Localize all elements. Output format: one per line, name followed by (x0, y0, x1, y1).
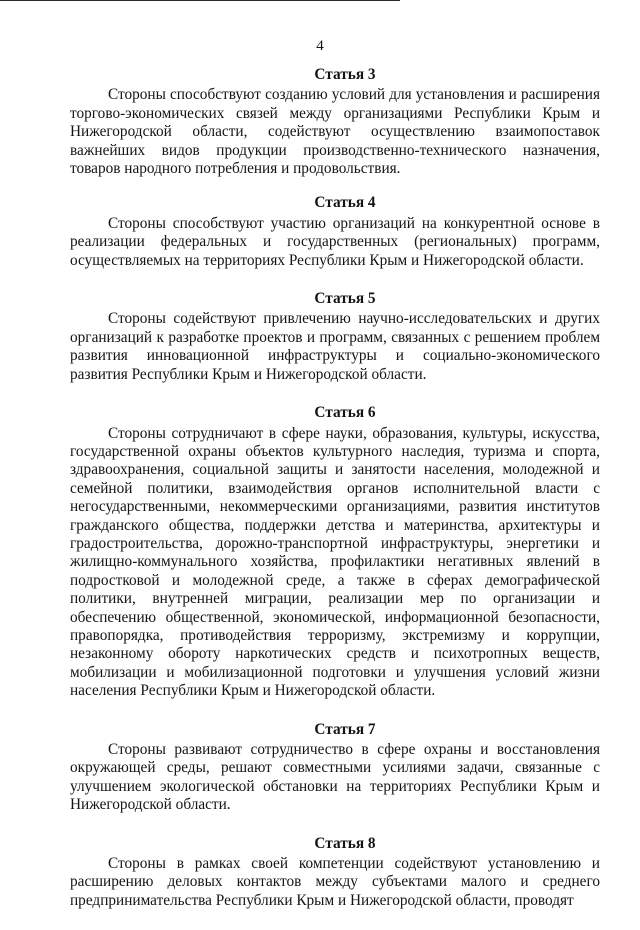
article-text: Стороны развивают сотрудничество в сфере охраны и восстановления окружающей среды, решают совместными усилиями задачи, связанные с улучшением экологической обстановки на территориях Республики Крым и Нижегородской области. (70, 741, 600, 814)
article-text: Стороны способствуют участию организаций на конкурентной основе в реализации федеральных и государственных (региональных) программ, осуществляемых на территориях Республики Крым и Нижегородской области. (70, 214, 600, 269)
article-title: Статья 6 (314, 404, 376, 422)
article-text: Стороны способствуют созданию условий для установления и расширения торгово-экономических связей между организациями Республики Крым и Нижегородской области, содействуют осуществлению взаимопоставок важнейших видов продукции производственно-технического назначения, товаров народного потребления и продовольствия. (70, 86, 600, 178)
scan-edge-line (0, 0, 400, 1)
article-title: Статья 4 (314, 194, 376, 212)
article-4 (70, 194, 600, 270)
article-text: Стороны содействуют привлечению научно-исследовательских и других организаций к разработке проектов и программ, связанных с решением проблем развития инновационной инфраструктуры и социально-экономического развития Республики Крым и Нижегородской области. (70, 310, 600, 383)
article-title: Статья 8 (314, 834, 376, 852)
article-5 (70, 290, 600, 384)
article-text: Стороны в рамках своей компетенции содействуют установлению и расширению деловых контактов между субъектами малого и среднего предпринимательства Республики Крым и Нижегородской области, проводят (70, 855, 600, 909)
article-title: Статья 7 (314, 720, 376, 738)
article-6 (70, 404, 600, 701)
article-3 (70, 66, 600, 178)
article-7 (70, 721, 600, 815)
article-title: Статья 3 (314, 66, 376, 83)
document-body (70, 66, 600, 930)
article-8 (70, 835, 600, 911)
page-number: 4 (316, 38, 324, 54)
article-title: Статья 5 (314, 290, 376, 308)
article-text: Стороны сотрудничают в сфере науки, образования, культуры, искусства, государственной охраны объектов культурного наследия, туризма и спорта, здравоохранения, социальной защиты и занятости населения, молодежной и семейной политики, взаимодействия органов исполнительной власти с негосударственными, некоммерческими организациями, развития институтов гражданского общества, поддержки детства и материнства, архитектуры и градостроительства, дорожно-транспортной инфраструктуры, энергетики и жилищно-коммунального хозяйства, профилактики негативных явлений в подростковой и молодежной среде, а также в сферах демографической политики, внутренней миграции, реализации мер по организации и обеспечению общественной, экономической, информационной безопасности, правопорядка, противодействия терроризму, экстремизму и коррупции, незаконному обороту наркотических средств и психотропных веществ, мобилизации и мобилизационной подготовки и улучшения условий жизни населения Республики Крым и Нижегородской области. (70, 424, 600, 700)
